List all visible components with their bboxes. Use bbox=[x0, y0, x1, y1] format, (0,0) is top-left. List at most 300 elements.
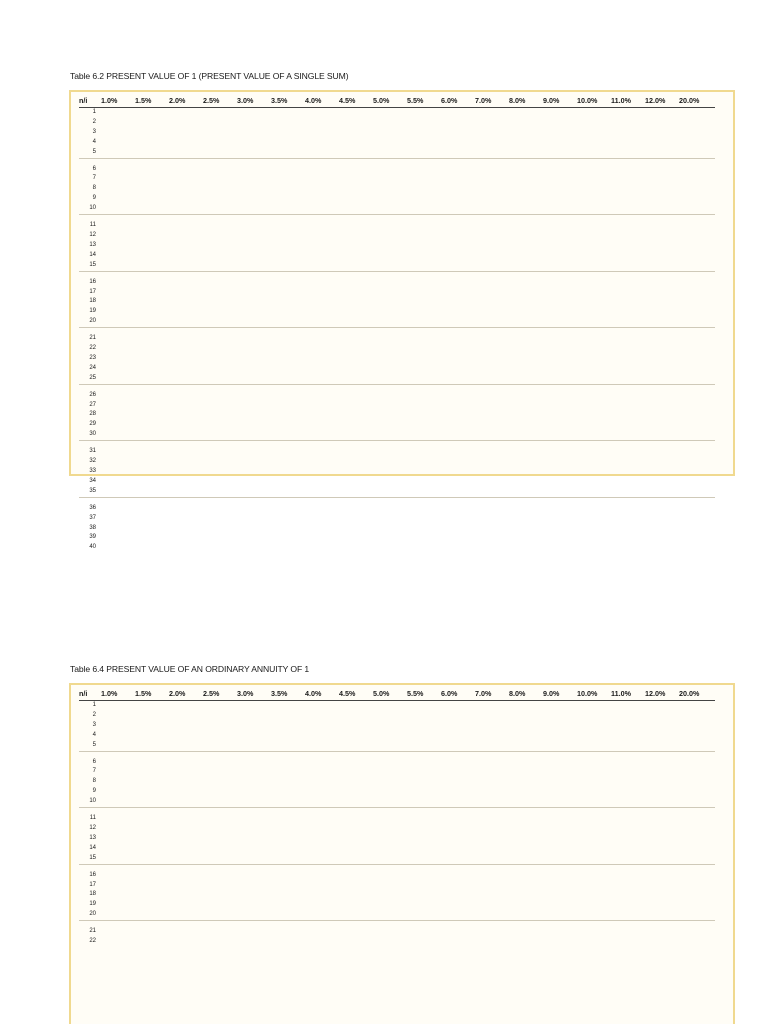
table-row bbox=[79, 231, 715, 241]
value-cell bbox=[475, 165, 509, 175]
value-cell bbox=[305, 344, 339, 354]
value-cell bbox=[679, 457, 715, 467]
value-cell bbox=[679, 297, 715, 307]
value-cell bbox=[611, 487, 645, 497]
value-cell bbox=[679, 844, 715, 854]
value-cell bbox=[577, 467, 611, 477]
value-cell bbox=[407, 430, 441, 440]
value-cell bbox=[543, 900, 577, 910]
value-cell bbox=[135, 927, 169, 937]
period-number: 30 bbox=[89, 431, 96, 438]
value-cell bbox=[475, 854, 509, 864]
value-cell bbox=[679, 910, 715, 920]
value-cell bbox=[611, 420, 645, 430]
period-number: 6 bbox=[92, 758, 96, 765]
value-cell bbox=[237, 307, 271, 317]
value-cell bbox=[169, 430, 203, 440]
value-cell bbox=[373, 317, 407, 327]
value-cell bbox=[135, 231, 169, 241]
value-cell bbox=[135, 701, 169, 711]
value-cell bbox=[169, 174, 203, 184]
value-cell bbox=[543, 721, 577, 731]
value-cell bbox=[679, 834, 715, 844]
value-cell bbox=[339, 317, 373, 327]
value-cell bbox=[645, 447, 679, 457]
value-cell bbox=[509, 543, 543, 553]
value-cell bbox=[101, 514, 135, 524]
value-cell bbox=[101, 701, 135, 711]
value-cell bbox=[271, 854, 305, 864]
value-cell bbox=[475, 890, 509, 900]
value-cell bbox=[407, 711, 441, 721]
value-cell bbox=[679, 420, 715, 430]
value-cell bbox=[509, 138, 543, 148]
value-cell bbox=[407, 391, 441, 401]
value-cell bbox=[645, 391, 679, 401]
value-cell bbox=[679, 108, 715, 118]
value-cell bbox=[305, 543, 339, 553]
value-cell bbox=[373, 927, 407, 937]
value-cell bbox=[543, 814, 577, 824]
value-cell bbox=[135, 410, 169, 420]
value-cell bbox=[543, 797, 577, 807]
period-number: 20 bbox=[89, 318, 96, 325]
value-cell bbox=[169, 900, 203, 910]
value-cell bbox=[271, 937, 305, 947]
value-cell bbox=[101, 204, 135, 214]
value-cell bbox=[679, 221, 715, 231]
value-cell bbox=[203, 758, 237, 768]
value-cell bbox=[611, 721, 645, 731]
value-cell bbox=[577, 797, 611, 807]
value-cell bbox=[203, 797, 237, 807]
value-cell bbox=[577, 241, 611, 251]
value-cell bbox=[305, 514, 339, 524]
value-cell bbox=[169, 204, 203, 214]
value-cell bbox=[645, 504, 679, 514]
value-cell bbox=[271, 391, 305, 401]
table-row bbox=[79, 391, 715, 401]
value-cell bbox=[373, 524, 407, 534]
period-number: 21 bbox=[89, 335, 96, 342]
table-row bbox=[79, 504, 715, 514]
value-cell bbox=[679, 430, 715, 440]
value-cell bbox=[271, 731, 305, 741]
value-cell bbox=[101, 814, 135, 824]
value-cell bbox=[509, 533, 543, 543]
value-cell bbox=[577, 814, 611, 824]
table-row bbox=[79, 261, 715, 271]
value-cell bbox=[237, 457, 271, 467]
value-cell bbox=[679, 447, 715, 457]
value-cell bbox=[645, 251, 679, 261]
rate-header: 3.5% bbox=[271, 687, 305, 701]
value-cell bbox=[407, 487, 441, 497]
value-cell bbox=[101, 937, 135, 947]
value-cell bbox=[373, 391, 407, 401]
value-cell bbox=[679, 797, 715, 807]
value-cell bbox=[339, 767, 373, 777]
value-cell bbox=[135, 937, 169, 947]
table-row bbox=[79, 487, 715, 497]
table-row bbox=[79, 457, 715, 467]
rate-header: 3.5% bbox=[271, 94, 305, 108]
value-cell bbox=[475, 834, 509, 844]
period-number: 1 bbox=[92, 109, 96, 115]
value-cell bbox=[645, 711, 679, 721]
value-cell bbox=[339, 721, 373, 731]
value-cell bbox=[645, 477, 679, 487]
table-row bbox=[79, 317, 715, 327]
value-cell bbox=[135, 278, 169, 288]
value-cell bbox=[101, 504, 135, 514]
value-cell bbox=[339, 533, 373, 543]
value-cell bbox=[271, 297, 305, 307]
value-cell bbox=[271, 278, 305, 288]
value-cell bbox=[339, 184, 373, 194]
value-cell bbox=[509, 241, 543, 251]
table-row bbox=[79, 278, 715, 288]
table-row bbox=[79, 927, 715, 937]
value-cell bbox=[203, 814, 237, 824]
value-cell bbox=[339, 261, 373, 271]
value-cell bbox=[441, 890, 475, 900]
value-cell bbox=[203, 937, 237, 947]
value-cell bbox=[407, 814, 441, 824]
value-cell bbox=[373, 487, 407, 497]
value-cell bbox=[373, 165, 407, 175]
value-cell bbox=[509, 758, 543, 768]
value-cell bbox=[475, 937, 509, 947]
value-cell bbox=[373, 533, 407, 543]
value-cell bbox=[271, 741, 305, 751]
value-cell bbox=[645, 721, 679, 731]
value-cell bbox=[169, 457, 203, 467]
value-cell bbox=[339, 787, 373, 797]
value-cell bbox=[475, 241, 509, 251]
value-cell bbox=[169, 138, 203, 148]
value-cell bbox=[441, 900, 475, 910]
value-cell bbox=[203, 767, 237, 777]
value-cell bbox=[237, 900, 271, 910]
rate-header: 9.0% bbox=[543, 687, 577, 701]
value-cell bbox=[135, 814, 169, 824]
value-cell bbox=[101, 721, 135, 731]
value-cell bbox=[101, 758, 135, 768]
value-cell bbox=[373, 334, 407, 344]
value-cell bbox=[203, 834, 237, 844]
value-cell bbox=[135, 307, 169, 317]
value-cell bbox=[543, 711, 577, 721]
value-cell bbox=[441, 731, 475, 741]
value-cell bbox=[441, 910, 475, 920]
value-cell bbox=[169, 504, 203, 514]
value-cell bbox=[339, 307, 373, 317]
value-cell bbox=[543, 477, 577, 487]
value-cell bbox=[679, 477, 715, 487]
value-cell bbox=[271, 334, 305, 344]
value-cell bbox=[509, 777, 543, 787]
value-cell bbox=[203, 787, 237, 797]
value-cell bbox=[339, 278, 373, 288]
value-cell bbox=[543, 118, 577, 128]
value-cell bbox=[203, 231, 237, 241]
value-cell bbox=[509, 278, 543, 288]
value-cell bbox=[135, 890, 169, 900]
value-cell bbox=[611, 297, 645, 307]
value-cell bbox=[475, 221, 509, 231]
value-cell bbox=[679, 467, 715, 477]
value-cell bbox=[611, 767, 645, 777]
value-cell bbox=[203, 890, 237, 900]
value-cell bbox=[509, 834, 543, 844]
value-cell bbox=[237, 344, 271, 354]
value-cell bbox=[271, 814, 305, 824]
value-cell bbox=[339, 374, 373, 384]
value-cell bbox=[645, 334, 679, 344]
value-cell bbox=[237, 297, 271, 307]
value-cell bbox=[373, 231, 407, 241]
value-cell bbox=[577, 354, 611, 364]
value-cell bbox=[101, 854, 135, 864]
value-cell bbox=[441, 108, 475, 118]
value-cell bbox=[169, 871, 203, 881]
value-cell bbox=[305, 261, 339, 271]
value-cell bbox=[543, 354, 577, 364]
value-cell bbox=[271, 251, 305, 261]
value-cell bbox=[577, 391, 611, 401]
value-cell bbox=[577, 148, 611, 158]
value-cell bbox=[407, 194, 441, 204]
value-cell bbox=[509, 504, 543, 514]
value-cell bbox=[577, 514, 611, 524]
value-cell bbox=[339, 457, 373, 467]
value-cell bbox=[203, 317, 237, 327]
value-cell bbox=[441, 767, 475, 777]
value-cell bbox=[441, 288, 475, 298]
value-cell bbox=[543, 524, 577, 534]
value-cell bbox=[679, 927, 715, 937]
value-cell bbox=[441, 354, 475, 364]
value-cell bbox=[101, 128, 135, 138]
value-cell bbox=[237, 165, 271, 175]
value-cell bbox=[101, 420, 135, 430]
value-cell bbox=[475, 487, 509, 497]
value-cell bbox=[203, 138, 237, 148]
value-cell bbox=[101, 767, 135, 777]
value-cell bbox=[169, 148, 203, 158]
value-cell bbox=[543, 467, 577, 477]
value-cell bbox=[407, 844, 441, 854]
value-cell bbox=[611, 514, 645, 524]
value-cell bbox=[135, 487, 169, 497]
value-cell bbox=[577, 194, 611, 204]
value-cell bbox=[373, 854, 407, 864]
value-cell bbox=[101, 184, 135, 194]
value-cell bbox=[679, 701, 715, 711]
value-cell bbox=[577, 927, 611, 937]
value-cell bbox=[407, 148, 441, 158]
value-cell bbox=[407, 184, 441, 194]
value-cell bbox=[169, 251, 203, 261]
value-cell bbox=[577, 777, 611, 787]
value-cell bbox=[135, 524, 169, 534]
value-cell bbox=[645, 128, 679, 138]
value-cell bbox=[135, 184, 169, 194]
rate-header: 6.0% bbox=[441, 687, 475, 701]
value-cell bbox=[101, 108, 135, 118]
value-cell bbox=[101, 278, 135, 288]
rate-header: 7.0% bbox=[475, 94, 509, 108]
value-cell bbox=[441, 128, 475, 138]
value-cell bbox=[101, 364, 135, 374]
value-cell bbox=[441, 138, 475, 148]
period-number: 11 bbox=[89, 222, 96, 229]
value-cell bbox=[305, 128, 339, 138]
value-cell bbox=[441, 391, 475, 401]
period-number: 9 bbox=[92, 788, 96, 795]
value-cell bbox=[679, 251, 715, 261]
table-row bbox=[79, 430, 715, 440]
value-cell bbox=[441, 504, 475, 514]
value-cell bbox=[475, 174, 509, 184]
value-cell bbox=[271, 524, 305, 534]
value-cell bbox=[237, 184, 271, 194]
value-cell bbox=[135, 344, 169, 354]
value-cell bbox=[305, 814, 339, 824]
table-row bbox=[79, 401, 715, 411]
value-cell bbox=[475, 364, 509, 374]
value-cell bbox=[509, 721, 543, 731]
value-cell bbox=[339, 701, 373, 711]
value-cell bbox=[441, 487, 475, 497]
period-number: 33 bbox=[89, 468, 96, 474]
value-cell bbox=[475, 741, 509, 751]
value-cell bbox=[645, 927, 679, 937]
value-cell bbox=[611, 787, 645, 797]
value-cell bbox=[101, 834, 135, 844]
value-cell bbox=[475, 457, 509, 467]
value-cell bbox=[577, 344, 611, 354]
value-cell bbox=[237, 391, 271, 401]
value-cell bbox=[237, 374, 271, 384]
value-cell bbox=[475, 477, 509, 487]
value-cell bbox=[679, 487, 715, 497]
value-cell bbox=[509, 108, 543, 118]
value-cell bbox=[203, 533, 237, 543]
value-cell bbox=[441, 457, 475, 467]
value-cell bbox=[611, 221, 645, 231]
value-cell bbox=[135, 317, 169, 327]
value-cell bbox=[237, 174, 271, 184]
value-cell bbox=[101, 890, 135, 900]
value-cell bbox=[339, 221, 373, 231]
value-cell bbox=[645, 430, 679, 440]
period-number: 6 bbox=[92, 165, 96, 172]
value-cell bbox=[509, 487, 543, 497]
value-cell bbox=[101, 288, 135, 298]
value-cell bbox=[271, 797, 305, 807]
value-cell bbox=[169, 777, 203, 787]
value-cell bbox=[271, 344, 305, 354]
value-cell bbox=[543, 758, 577, 768]
value-cell bbox=[169, 401, 203, 411]
value-cell bbox=[305, 108, 339, 118]
table-row bbox=[79, 824, 715, 834]
value-cell bbox=[645, 118, 679, 128]
value-cell bbox=[305, 927, 339, 937]
value-cell bbox=[441, 231, 475, 241]
value-cell bbox=[135, 204, 169, 214]
value-cell bbox=[237, 138, 271, 148]
value-cell bbox=[577, 457, 611, 467]
value-cell bbox=[169, 758, 203, 768]
value-cell bbox=[679, 514, 715, 524]
value-cell bbox=[271, 777, 305, 787]
value-cell bbox=[543, 251, 577, 261]
value-cell bbox=[407, 288, 441, 298]
value-cell bbox=[679, 937, 715, 947]
value-cell bbox=[509, 148, 543, 158]
value-cell bbox=[475, 251, 509, 261]
value-cell bbox=[373, 174, 407, 184]
value-cell bbox=[611, 797, 645, 807]
value-cell bbox=[203, 344, 237, 354]
value-cell bbox=[169, 221, 203, 231]
value-cell bbox=[645, 487, 679, 497]
table-row bbox=[79, 937, 715, 947]
value-cell bbox=[407, 927, 441, 937]
value-cell bbox=[271, 354, 305, 364]
value-cell bbox=[237, 767, 271, 777]
rate-header: 9.0% bbox=[543, 94, 577, 108]
value-cell bbox=[679, 787, 715, 797]
value-cell bbox=[407, 447, 441, 457]
value-cell bbox=[373, 251, 407, 261]
value-cell bbox=[135, 910, 169, 920]
value-cell bbox=[407, 701, 441, 711]
value-cell bbox=[645, 241, 679, 251]
period-number: 16 bbox=[89, 871, 96, 878]
value-cell bbox=[271, 871, 305, 881]
value-cell bbox=[237, 288, 271, 298]
value-cell bbox=[475, 758, 509, 768]
value-cell bbox=[237, 354, 271, 364]
table-row bbox=[79, 467, 715, 477]
value-cell bbox=[169, 533, 203, 543]
value-cell bbox=[305, 317, 339, 327]
value-cell bbox=[305, 533, 339, 543]
value-cell bbox=[407, 231, 441, 241]
value-cell bbox=[373, 543, 407, 553]
value-cell bbox=[645, 787, 679, 797]
value-cell bbox=[169, 711, 203, 721]
value-cell bbox=[305, 777, 339, 787]
table-row bbox=[79, 374, 715, 384]
value-cell bbox=[441, 344, 475, 354]
value-cell bbox=[475, 797, 509, 807]
value-cell bbox=[475, 900, 509, 910]
value-cell bbox=[305, 701, 339, 711]
value-cell bbox=[203, 514, 237, 524]
value-cell bbox=[441, 364, 475, 374]
value-cell bbox=[339, 758, 373, 768]
value-cell bbox=[101, 524, 135, 534]
value-cell bbox=[271, 317, 305, 327]
value-cell bbox=[135, 297, 169, 307]
value-cell bbox=[441, 844, 475, 854]
value-cell bbox=[509, 194, 543, 204]
